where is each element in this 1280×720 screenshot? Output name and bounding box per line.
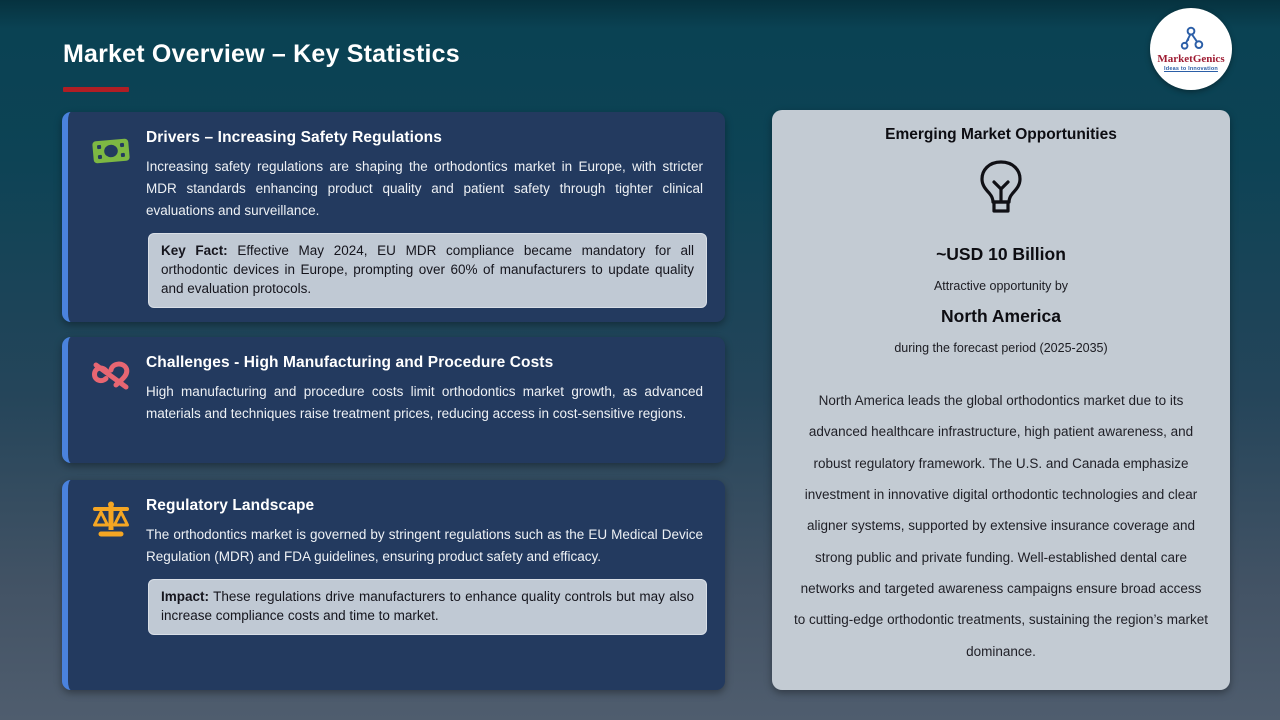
panel-title: Emerging Market Opportunities	[885, 126, 1117, 143]
card-heading: Regulatory Landscape	[146, 497, 315, 514]
broken-link-icon	[88, 355, 134, 397]
card-body: The orthodontics market is governed by stringent regulations such as the EU Medical Device Regulation (MDR) and FDA guidelines, ensuring product safety and efficacy.	[146, 527, 703, 564]
key-fact-label: Key Fact:	[161, 243, 228, 258]
opportunity-period: during the forecast period (2025-2035)	[894, 341, 1108, 355]
molecule-icon	[1176, 26, 1206, 53]
marketgenics-logo	[1150, 8, 1232, 90]
impact-text: These regulations drive manufacturers to enhance quality controls but may also increase compliance costs and time to market.	[161, 589, 694, 624]
lightbulb-icon	[792, 158, 1210, 220]
opportunity-region: North America	[941, 306, 1061, 326]
opportunity-description: North America leads the global orthodontics market due to its advanced healthcare infrastructure, high patient awareness, and robust regulatory framework. The U.S. and Canada emphasize investment in innovative digital orthodontic technologies and clear aligner systems, supported by extensive insurance coverage and strong public and private funding. Well-established dental care networks and targeted awareness campaigns ensure broad access to cutting-edge orthodontic treatments, sustaining the region’s market dominance.	[794, 393, 1208, 659]
money-banknote-icon	[88, 130, 134, 172]
card-challenges	[62, 337, 725, 463]
card-heading: Challenges - High Manufacturing and Procedure Costs	[146, 354, 554, 371]
page-title: Market Overview – Key Statistics	[63, 40, 460, 68]
opportunity-subtitle: Attractive opportunity by	[933, 279, 1069, 293]
card-body: Increasing safety regulations are shaping the orthodontics market in Europe, with stricter MDR standards enhancing product quality and patient safety through tighter clinical evaluations and surveillance.	[146, 159, 703, 218]
opportunity-panel	[772, 110, 1230, 690]
title-underline	[63, 87, 129, 92]
key-fact-text: Effective May 2024, EU MDR compliance became mandatory for all orthodontic devices in Europe, prompting over 60% of manufacturers to update quality and evaluation protocols.	[161, 243, 694, 297]
logo-name: MarketGenics	[1157, 53, 1225, 66]
impact-label: Impact:	[161, 589, 210, 604]
key-fact-box	[148, 233, 707, 308]
impact-box	[148, 579, 707, 635]
logo-tagline: Ideas to Innovation	[1164, 65, 1218, 72]
opportunity-value: ~USD 10 Billion	[936, 244, 1066, 264]
card-heading: Drivers – Increasing Safety Regulations	[146, 129, 442, 146]
card-drivers	[62, 112, 725, 322]
card-regulatory	[62, 480, 725, 690]
card-body: High manufacturing and procedure costs limit orthodontics market growth, as advanced materials and techniques raise treatment prices, reducing access in cost-sensitive regions.	[146, 384, 703, 421]
scales-icon	[88, 498, 134, 540]
